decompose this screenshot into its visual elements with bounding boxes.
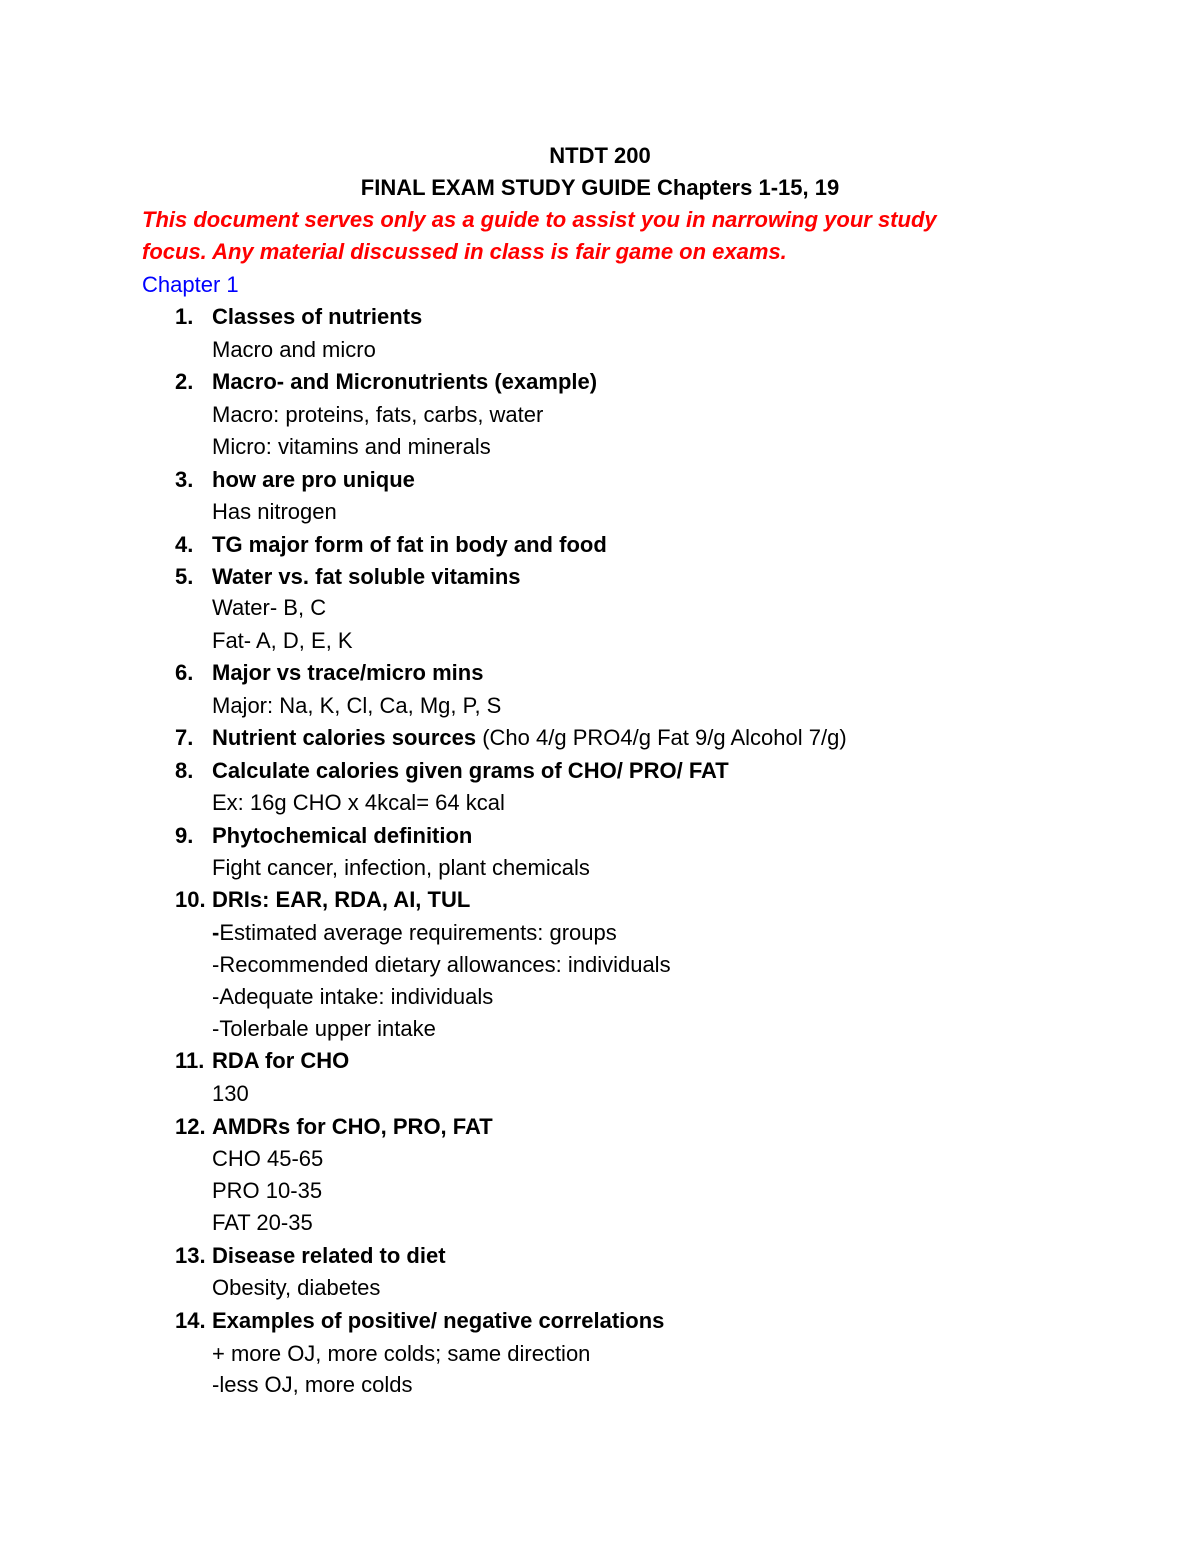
item-title: Classes of nutrients	[212, 304, 423, 329]
item-detail: + more OJ, more colds; same direction	[212, 1341, 591, 1366]
item-detail: Fight cancer, infection, plant chemicals	[212, 855, 590, 880]
item-title: Disease related to diet	[212, 1243, 446, 1268]
item-title: Calculate calories given grams of CHO/ PRO/ FAT	[212, 758, 729, 783]
item-detail: Micro: vitamins and minerals	[212, 434, 491, 459]
item-number: 14.	[175, 1308, 206, 1333]
item-number: 9.	[175, 823, 194, 848]
item-title: TG major form of fat in body and food	[212, 532, 607, 557]
item-detail: Fat- A, D, E, K	[212, 628, 353, 653]
item-detail: -Recommended dietary allowances: individuals	[212, 952, 671, 977]
item-title-with-suffix	[212, 725, 847, 751]
item-detail: Macro and micro	[212, 337, 376, 362]
item-number: 10.	[175, 887, 206, 912]
item-detail: CHO 45-65	[212, 1146, 324, 1171]
chapter-heading: Chapter 1	[142, 272, 239, 297]
item-detail: 130	[212, 1081, 249, 1106]
item-number: 3.	[175, 467, 194, 492]
item-title: AMDRs for CHO, PRO, FAT	[212, 1114, 493, 1139]
document-title: FINAL EXAM STUDY GUIDE Chapters 1-15, 19	[360, 175, 840, 200]
item-title: Nutrient calories sources	[212, 725, 477, 750]
item-number: 5.	[175, 564, 194, 589]
detail-text: Estimated average requirements: groups	[219, 920, 617, 945]
item-title: Phytochemical definition	[212, 823, 473, 848]
item-number: 4.	[175, 532, 194, 557]
item-detail: -less OJ, more colds	[212, 1372, 413, 1397]
item-detail: Ex: 16g CHO x 4kcal= 64 kcal	[212, 790, 505, 815]
item-number: 7.	[175, 725, 194, 750]
course-code: NTDT 200	[549, 143, 651, 168]
detail-dash: -	[212, 920, 220, 945]
item-title: Water vs. fat soluble vitamins	[212, 564, 521, 589]
item-title: how are pro unique	[212, 467, 415, 492]
item-detail: Has nitrogen	[212, 499, 337, 524]
item-detail: FAT 20-35	[212, 1210, 313, 1235]
item-number: 11.	[175, 1048, 205, 1073]
item-number: 1.	[175, 304, 194, 329]
item-detail: -Adequate intake: individuals	[212, 984, 494, 1009]
item-number: 12.	[175, 1114, 206, 1139]
item-detail: -Tolerbale upper intake	[212, 1016, 436, 1041]
item-title: Examples of positive/ negative correlations	[212, 1308, 665, 1333]
item-detail	[212, 920, 617, 946]
item-title-suffix: (Cho 4/g PRO4/g Fat 9/g Alcohol 7/g)	[476, 725, 847, 750]
item-detail: PRO 10-35	[212, 1178, 323, 1203]
item-detail: Major: Na, K, Cl, Ca, Mg, P, S	[212, 693, 502, 718]
disclaimer-line-2: focus. Any material discussed in class is fair game on exams.	[142, 239, 787, 264]
item-title: Macro- and Micronutrients (example)	[212, 369, 598, 394]
item-number: 6.	[175, 660, 194, 685]
item-detail: Obesity, diabetes	[212, 1275, 381, 1300]
item-detail: Water- B, C	[212, 595, 327, 620]
item-number: 8.	[175, 758, 194, 783]
item-number: 13.	[175, 1243, 206, 1268]
disclaimer-line-1: This document serves only as a guide to assist you in narrowing your study	[142, 207, 937, 232]
item-number: 2.	[175, 369, 194, 394]
item-title: DRIs: EAR, RDA, AI, TUL	[212, 887, 471, 912]
item-title: Major vs trace/micro mins	[212, 660, 484, 685]
item-title: RDA for CHO	[212, 1048, 350, 1073]
item-detail: Macro: proteins, fats, carbs, water	[212, 402, 544, 427]
